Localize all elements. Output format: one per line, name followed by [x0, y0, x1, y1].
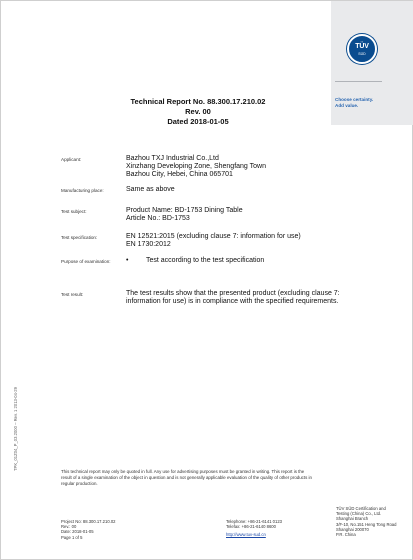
result-label: Test result:	[61, 292, 84, 297]
purpose-bullet: •	[126, 257, 129, 264]
manufacturing-value: Same as above	[126, 186, 175, 193]
report-revision: Rev. 00	[185, 107, 211, 116]
result-line: information for use) is in compliance with the specified requirements.	[126, 298, 339, 306]
footer-telephone: Telephone: +86-21-6141 0123	[226, 519, 282, 524]
footer-company-line: TÜV SÜD Certification and	[336, 506, 386, 511]
spec-label: Test specification:	[61, 235, 98, 240]
side-document-code: TPK_01Z04_P_03.2000 – Rev. 1 2013-04-29	[13, 387, 18, 471]
disclaimer	[61, 469, 371, 487]
footer-rev: Rev.: 00	[61, 524, 77, 530]
footer-company-line: P.R. China	[336, 532, 356, 538]
applicant-line: Bazhou TXJ Industrial Co.,Ltd	[126, 155, 219, 162]
footer-telefax: Telefax: +86-21-6140 8600	[226, 524, 276, 530]
report-date: Dated 2018-01-05	[167, 117, 229, 126]
purpose-value: Test according to the test specification	[146, 257, 265, 264]
applicant-line: Xinzhang Developing Zone, Shengfang Town	[126, 163, 266, 171]
footer-page: Page 1 of 5	[61, 534, 83, 540]
spec-value	[126, 233, 376, 249]
subject-value	[126, 207, 376, 223]
spec-line: EN 1730:2012	[126, 241, 171, 249]
subject-line: Product Name: BD-1753 Dining Table	[126, 207, 243, 214]
footer-contact	[226, 519, 316, 538]
applicant-line: Bazhou City, Hebei, China 065701	[126, 171, 233, 179]
logo-text: TÜV	[355, 43, 369, 50]
disclaimer-line: result of a single examination of the object in question and is not generally applicable evaluation of the quality of other products in	[61, 475, 312, 480]
subject-label: Test subject:	[61, 209, 87, 214]
report-title	[113, 97, 283, 127]
disclaimer-line: This technical report may only be quoted in full. Any use for advertising purposes must be granted in writing. This report is the	[61, 469, 305, 474]
applicant-label: Applicant:	[61, 157, 82, 162]
subject-line: Article No.: BD-1753	[126, 215, 190, 223]
result-value	[126, 290, 376, 306]
spec-line: EN 12521:2015 (excluding clause 7: information for use)	[126, 233, 301, 240]
footer-project-no: Project No: 88.300.17.210.02	[61, 519, 116, 524]
footer-website-link[interactable]: http://www.tuv-sud.cn	[226, 532, 266, 538]
brand-divider	[335, 81, 382, 82]
footer-company	[336, 506, 406, 537]
report-number: Technical Report No. 88.300.17.210.02	[130, 97, 266, 106]
result-line: The test results show that the presented product (excluding clause 7:	[126, 290, 340, 297]
brand-tagline-2: Add value.	[335, 103, 359, 108]
footer-project-info	[61, 519, 115, 540]
applicant-value	[126, 155, 376, 180]
disclaimer-line: regular production.	[61, 481, 98, 486]
footer-company-line: 3/F-10, No.151 Heng Tong Road	[336, 521, 397, 527]
logo-sub: SÜD	[358, 52, 366, 56]
purpose-label: Purpose of examination:	[61, 259, 111, 264]
tuv-sud-logo-icon	[347, 34, 377, 64]
footer-company-line: Testing (China) Co., Ltd.	[336, 511, 382, 517]
footer-date: Date: 2018-01-05	[61, 529, 94, 535]
brand-tagline-1: Choose certainty.	[335, 97, 374, 102]
manufacturing-label: Manufacturing place:	[61, 188, 104, 193]
footer-company-line: Shanghai 200070	[336, 526, 369, 532]
footer-company-line: Shanghai Branch	[336, 516, 369, 522]
